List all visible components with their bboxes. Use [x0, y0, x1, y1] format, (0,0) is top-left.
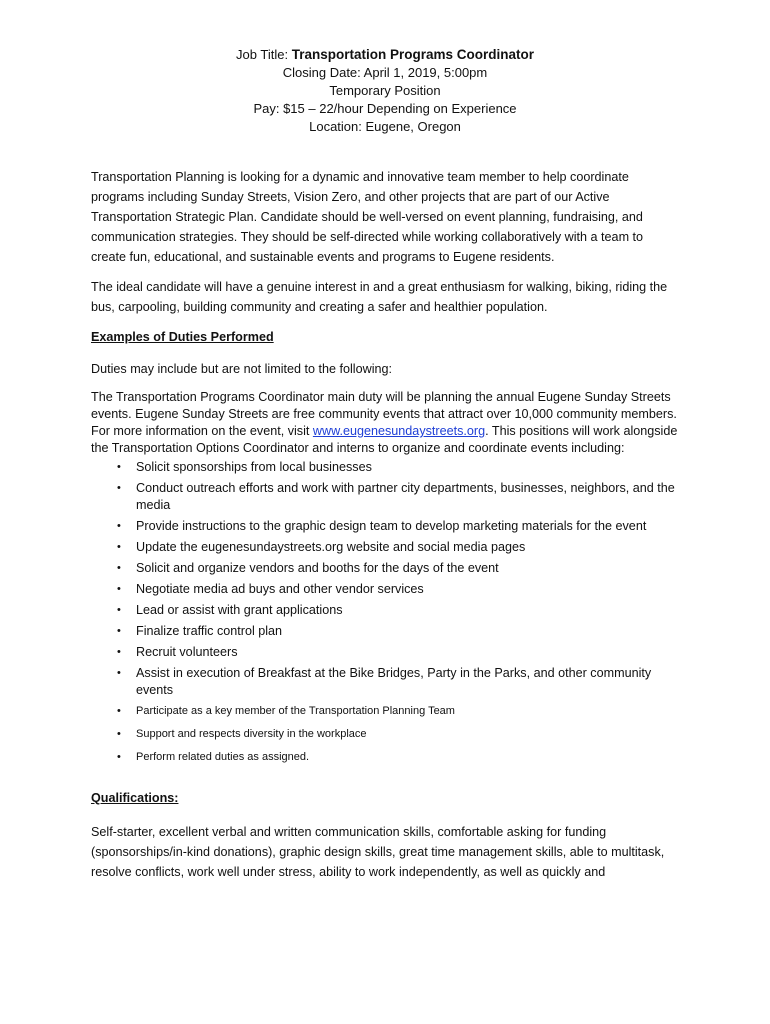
job-header: [0, 46, 770, 136]
job-title-label: Job Title:: [236, 47, 289, 62]
job-description-body: [91, 167, 681, 892]
sunday-streets-link[interactable]: www.eugenesundaystreets.org: [312, 424, 486, 438]
list-item-text: Conduct outreach efforts and work with partner city departments, businesses, neighbors, and the media: [136, 481, 675, 512]
position-type: Temporary Position: [329, 83, 441, 98]
duties-main-paragraph: [91, 389, 681, 457]
bullet-icon: •: [117, 705, 121, 717]
list-item: [91, 644, 681, 661]
list-item-text: Perform related duties as assigned.: [136, 751, 310, 763]
list-item: [91, 480, 681, 514]
list-item: [91, 749, 681, 766]
list-item-text: Solicit and organize vendors and booths for the days of the event: [136, 561, 499, 575]
list-item-text: Assist in execution of Breakfast at the Bike Bridges, Party in the Parks, and other community events: [136, 666, 652, 697]
intro-paragraph-1: Transportation Planning is looking for a dynamic and innovative team member to help coordinate programs including Sunday Streets, Vision Zero, and other projects that are part of our Active Transportation Strategic Plan. Candidate should be well-versed on event planning, fundraising, and communication strategies. They should be self-directed while working collaboratively with a team to create fun, educational, and sustainable events and programs to Eugene residents.: [91, 170, 644, 264]
closing-date: Closing Date: April 1, 2019, 5:00pm: [282, 65, 488, 80]
qualifications-paragraph: Self-starter, excellent verbal and written communication skills, comfortable asking for funding (sponsorships/in-kind donations), graphic design skills, great time management skills, able to multitask, resolve conflicts, work well under stress, ability to work independently, as well as quickly and: [91, 825, 665, 879]
bullet-icon: •: [117, 646, 121, 658]
list-item: [91, 703, 681, 720]
intro-paragraph-2: The ideal candidate will have a genuine interest in and a great enthusiasm for walking, biking, riding the bus, carpooling, building community and creating a safer and healthier population.: [91, 280, 668, 314]
duties-lead: Duties may include but are not limited to the following:: [91, 362, 393, 376]
list-item: [91, 459, 681, 476]
list-item: [91, 665, 681, 699]
job-title-value: Transportation Programs Coordinator: [291, 47, 534, 62]
list-item: [91, 539, 681, 556]
list-item-text: Support and respects diversity in the workplace: [136, 728, 367, 740]
list-item-text: Recruit volunteers: [136, 645, 238, 659]
bullet-icon: •: [117, 604, 121, 616]
bullet-icon: •: [117, 751, 121, 763]
list-item-text: Lead or assist with grant applications: [136, 603, 343, 617]
bullet-icon: •: [117, 583, 121, 595]
bullet-icon: •: [117, 562, 121, 574]
duties-main-text-1: The Transportation Programs Coordinator main duty will be planning the annual Eugene Sunday Streets events. Eugene Sunday Streets are free community events that attract over 10,000 community members. For more information on the event, visit: [91, 390, 677, 438]
bullet-icon: •: [117, 541, 121, 553]
pay-line: Pay: $15 – 22/hour Depending on Experience: [253, 101, 517, 116]
bullet-icon: •: [117, 482, 121, 494]
list-item-text: Provide instructions to the graphic design team to develop marketing materials for the event: [136, 519, 647, 533]
list-item: [91, 560, 681, 577]
list-item-text: Negotiate media ad buys and other vendor services: [136, 582, 424, 596]
duties-heading: Examples of Duties Performed: [91, 330, 274, 344]
list-item: [91, 602, 681, 619]
list-item: [91, 518, 681, 535]
bullet-icon: •: [117, 667, 121, 679]
duties-main-text-2: . This positions will work alongside the Transportation Options Coordinator and interns to organize and coordinate events including:: [91, 424, 678, 455]
bullet-icon: •: [117, 461, 121, 473]
qualifications-heading: Qualifications:: [91, 791, 179, 805]
list-item: [91, 581, 681, 598]
list-item-text: Solicit sponsorships from local businesses: [136, 460, 372, 474]
location-line: Location: Eugene, Oregon: [309, 119, 461, 134]
list-item-text: Finalize traffic control plan: [136, 624, 283, 638]
list-item: [91, 623, 681, 640]
bullet-icon: •: [117, 728, 121, 740]
list-item-text: Participate as a key member of the Transportation Planning Team: [136, 705, 455, 717]
list-item: [91, 726, 681, 743]
list-item-text: Update the eugenesundaystreets.org website and social media pages: [136, 540, 526, 554]
bullet-icon: •: [117, 520, 121, 532]
duties-list: [91, 459, 681, 766]
bullet-icon: •: [117, 625, 121, 637]
job-title-line: [0, 46, 770, 64]
